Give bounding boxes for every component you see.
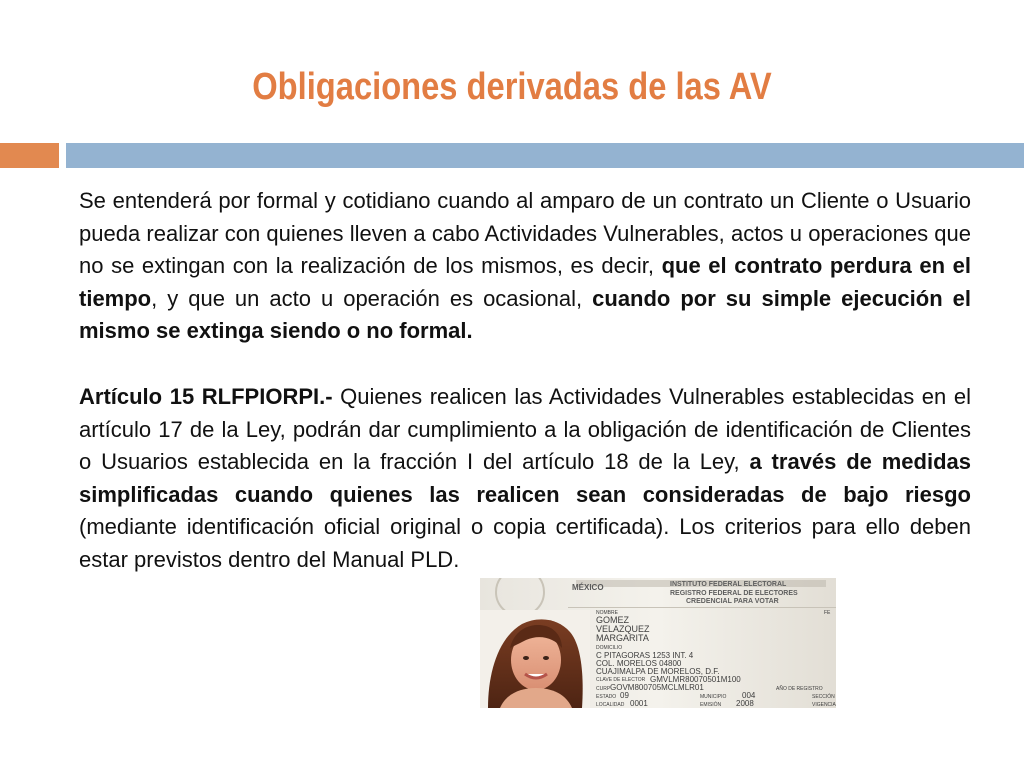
id-label-clave: CLAVE DE ELECTOR	[596, 677, 646, 683]
accent-bar-orange	[0, 143, 59, 168]
id-label-vigencia: VIGENCIA	[812, 702, 836, 708]
id-address-2: COL. MORELOS 04800	[596, 659, 682, 668]
paragraph2-text-2: (mediante identificación oficial original o copia certificada). Los criterios para ello deben estar previstos dentro del Manual PLD.	[79, 514, 971, 572]
paragraph2-bold-1: Artículo 15 RLFPIORPI.-	[79, 383, 333, 409]
slide-body	[79, 185, 971, 577]
paragraph1-bold-2: cuando por su simple ejecución el mismo se extinga siendo o no formal.	[79, 285, 971, 344]
id-label-registro: AÑO DE REGISTRO	[776, 686, 823, 692]
id-label-curp: CURP	[596, 686, 611, 692]
id-header-3: CREDENCIAL PARA VOTAR	[686, 598, 779, 605]
id-label-localidad: LOCALIDAD	[596, 702, 625, 708]
id-label-estado: ESTADO	[596, 694, 617, 700]
paragraph-definition	[79, 185, 971, 348]
id-country: MÉXICO	[572, 583, 604, 592]
paragraph-article-15	[79, 381, 971, 577]
paragraph2-text-1: Quienes realicen las Actividades Vulnerables establecidas en el artículo 17 de la Ley, podrán dar cumplimiento a la obligación de identificación de Clientes o Usuarios establecida en la fracción I del artículo 18 de la Ley,	[79, 383, 971, 475]
paragraph1-bold-1: que el contrato perdura en el tiempo	[79, 253, 972, 311]
id-label-address: DOMICILIO	[596, 645, 623, 651]
id-estado: 09	[620, 691, 629, 700]
id-name-3: MARGARITA	[596, 633, 649, 643]
id-address-3: CUAJIMALPA DE MORELOS, D.F.	[596, 667, 720, 676]
paragraph1-text-2: , y que un acto u operación es ocasional,	[151, 285, 593, 311]
id-curp: GOVM800705MCLMLR01	[610, 683, 704, 692]
slide-title: Obligaciones derivadas de las AV	[252, 66, 772, 108]
paragraph2-bold-2: a través de medidas simplificadas cuando quienes las realicen sean consideradas de bajo riesgo	[79, 449, 971, 507]
voter-id-card-image	[480, 578, 836, 708]
id-localidad: 0001	[630, 699, 648, 708]
id-header-1: INSTITUTO FEDERAL ELECTORAL	[670, 581, 787, 588]
id-header-2: REGISTRO FEDERAL DE ELECTORES	[670, 590, 798, 597]
paragraph1-text-1: Se entenderá por formal y cotidiano cuando al amparo de un contrato un Cliente o Usuario pueda realizar con quienes lleven a cabo Actividades Vulnerables, actos u operaciones que no se extingan con la realización de los mismos, es decir,	[79, 188, 971, 279]
id-label-name: NOMBRE	[596, 610, 618, 616]
accent-bar-blue	[66, 143, 1024, 168]
id-label-emision: EMISIÓN	[700, 702, 722, 708]
id-emision: 2008	[736, 699, 754, 708]
id-municipio: 004	[742, 691, 756, 700]
id-label-seccion: SECCIÓN	[812, 694, 835, 700]
id-clave: GMVLMR80070501M100	[650, 675, 741, 684]
id-name-1: GOMEZ	[596, 615, 629, 625]
id-label-fe: FE	[824, 610, 831, 616]
id-label-municipio: MUNICIPIO	[700, 694, 727, 700]
id-address-1: C PITAGORAS 1253 INT. 4	[596, 651, 694, 660]
id-name-2: VELAZQUEZ	[596, 624, 650, 634]
voter-id-card-graphic	[480, 578, 836, 708]
